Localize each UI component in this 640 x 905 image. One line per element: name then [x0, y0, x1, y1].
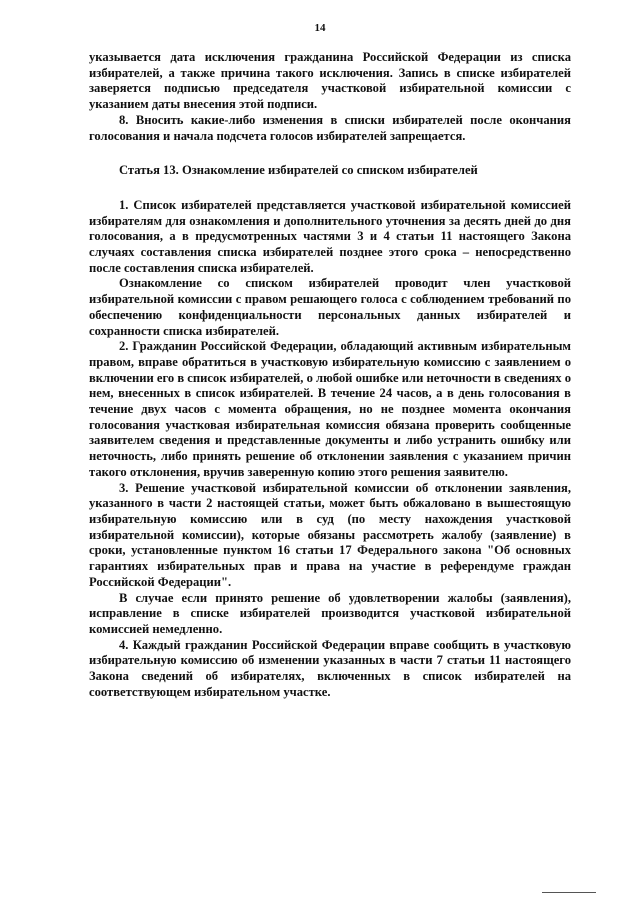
paragraph-item-8: 8. Вносить какие-либо изменения в списки избирателей после окончания голосования и начала подсчета голосов избирателей запрещается. — [89, 112, 571, 143]
article-heading: Статья 13. Ознакомление избирателей со списком избирателей — [119, 163, 478, 178]
paragraph-item-2: 2. Гражданин Российской Федерации, обладающий активным избирательным правом, вправе обратиться в участковую избирательную комиссию с заявлением о включении его в список избирателей, о любой ошибке или неточности в сведениях о нем, внесенных в список избирателей. В течение 24 часов, а в день голосования в течение двух часов с момента обращения, но не позднее момента окончания голосования участковая избирательная комиссия обязана проверить сообщенные заявителем сведения и представленные документы и либо устранить ошибку или неточность, либо принять решение об отклонении заявления с указанием причин такого отклонения, вручив заверенную копию этого решения заявителю. — [89, 339, 571, 479]
document-body — [89, 50, 571, 700]
paragraph-familiarization: Ознакомление со списком избирателей проводит член участковой избирательной комиссии с правом решающего голоса с соблюдением требований по обеспечению конфиденциальности персональных данных избирателей и сохранности списка избирателей. — [89, 276, 571, 338]
paragraph-item-3: 3. Решение участковой избирательной комиссии об отклонении заявления, указанного в части 2 настоящей статьи, может быть обжаловано в вышестоящую избирательную комиссию или в суд (по месту нахождения участковой избирательной комиссии), которые обязаны рассмотреть жалобу (заявление) в сроки, установленные пунктом 16 статьи 17 Федерального закона "Об основных гарантиях избирательных прав и права на участие в референдуме граждан Российской Федерации". — [89, 480, 571, 589]
paragraph-item-1: 1. Список избирателей представляется участковой избирательной комиссией избирателям для ознакомления и дополнительного уточнения за десять дней до дня голосования, а в предусмотренных частями 3 и 4 статьи 11 настоящего Закона случаях составления списка избирателей позднее этого срока – непосредственно после составления списка избирателей. — [89, 197, 571, 275]
paragraph-complaint-satisfied: В случае если принято решение об удовлетворении жалобы (заявления), исправление в списке избирателей производится участковой избирательной комиссией немедленно. — [89, 590, 571, 636]
page-number: 14 — [314, 22, 326, 34]
paragraph-item-4: 4. Каждый гражданин Российской Федерации вправе сообщить в участковую избирательную комиссию об изменении указанных в части 7 статьи 11 настоящего Закона сведений об избирателях, включенных в список избирателей на соответствующем избирательном участке. — [89, 637, 571, 699]
paragraph-continuation: указывается дата исключения гражданина Российской Федерации из списка избирателей, а также причина такого исключения. Запись в списке избирателей заверяется подписью председателя участковой избирательной комиссии с указанием даты внесения этой подписи. — [89, 50, 571, 112]
footer-divider — [542, 892, 596, 893]
